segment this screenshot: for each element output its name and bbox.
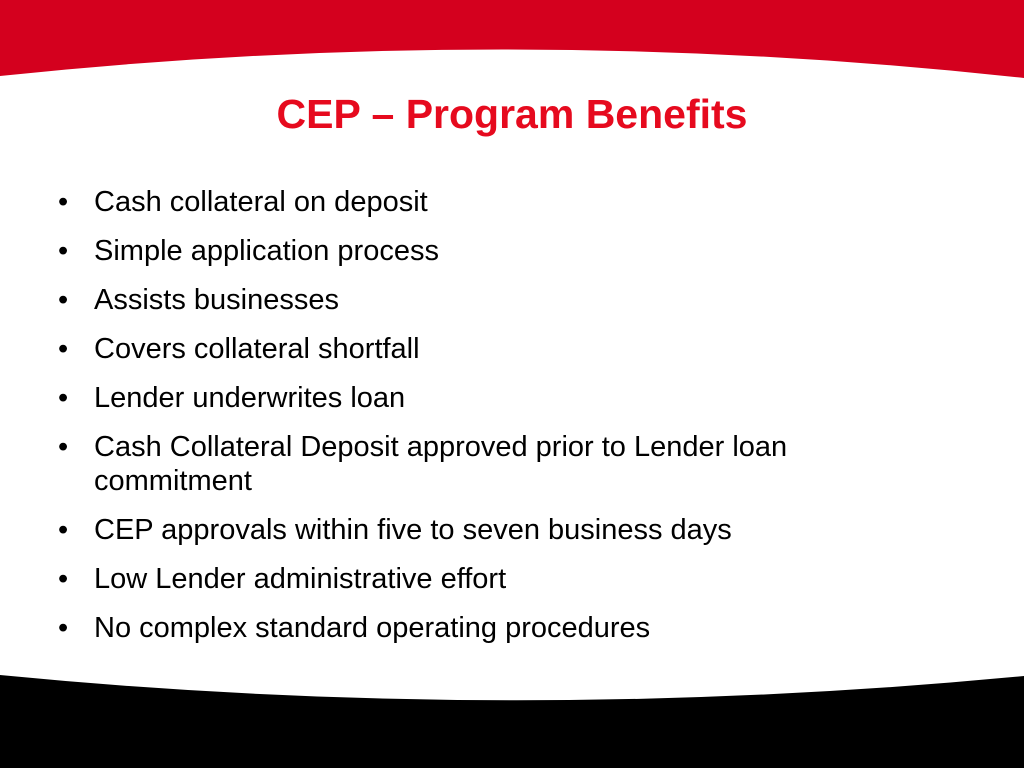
bullet-icon: • [58, 431, 69, 463]
bullet-icon: • [58, 186, 69, 218]
bullet-item [58, 283, 928, 317]
bullet-icon: • [58, 514, 69, 546]
bullet-item [58, 234, 928, 268]
bullet-text: Lender underwrites loan [94, 382, 406, 414]
bullet-text: No complex standard operating procedures [94, 612, 651, 644]
bullet-item [58, 381, 928, 415]
bullet-text: Cash Collateral Deposit approved prior to Lender loan commitment [94, 431, 788, 497]
bullet-icon: • [58, 235, 69, 267]
bullet-icon: • [58, 563, 69, 595]
bullet-item [58, 430, 928, 498]
bullet-text: Assists businesses [94, 284, 339, 316]
bullet-text: Cash collateral on deposit [94, 186, 428, 218]
bullet-icon: • [58, 284, 69, 316]
bullet-icon: • [58, 333, 69, 365]
bullet-item [58, 185, 928, 219]
bullet-item [58, 332, 928, 366]
bullet-text: Covers collateral shortfall [94, 333, 420, 365]
bullet-item [58, 562, 928, 596]
bullet-item [58, 513, 928, 547]
bullet-text: Low Lender administrative effort [94, 563, 507, 595]
bullet-text: CEP approvals within five to seven business days [94, 514, 732, 546]
bullet-icon: • [58, 612, 69, 644]
bullet-text: Simple application process [94, 235, 439, 267]
bullet-list [58, 185, 928, 660]
bullet-item [58, 611, 928, 645]
bullet-icon: • [58, 382, 69, 414]
slide-title: CEP – Program Benefits [276, 91, 748, 137]
